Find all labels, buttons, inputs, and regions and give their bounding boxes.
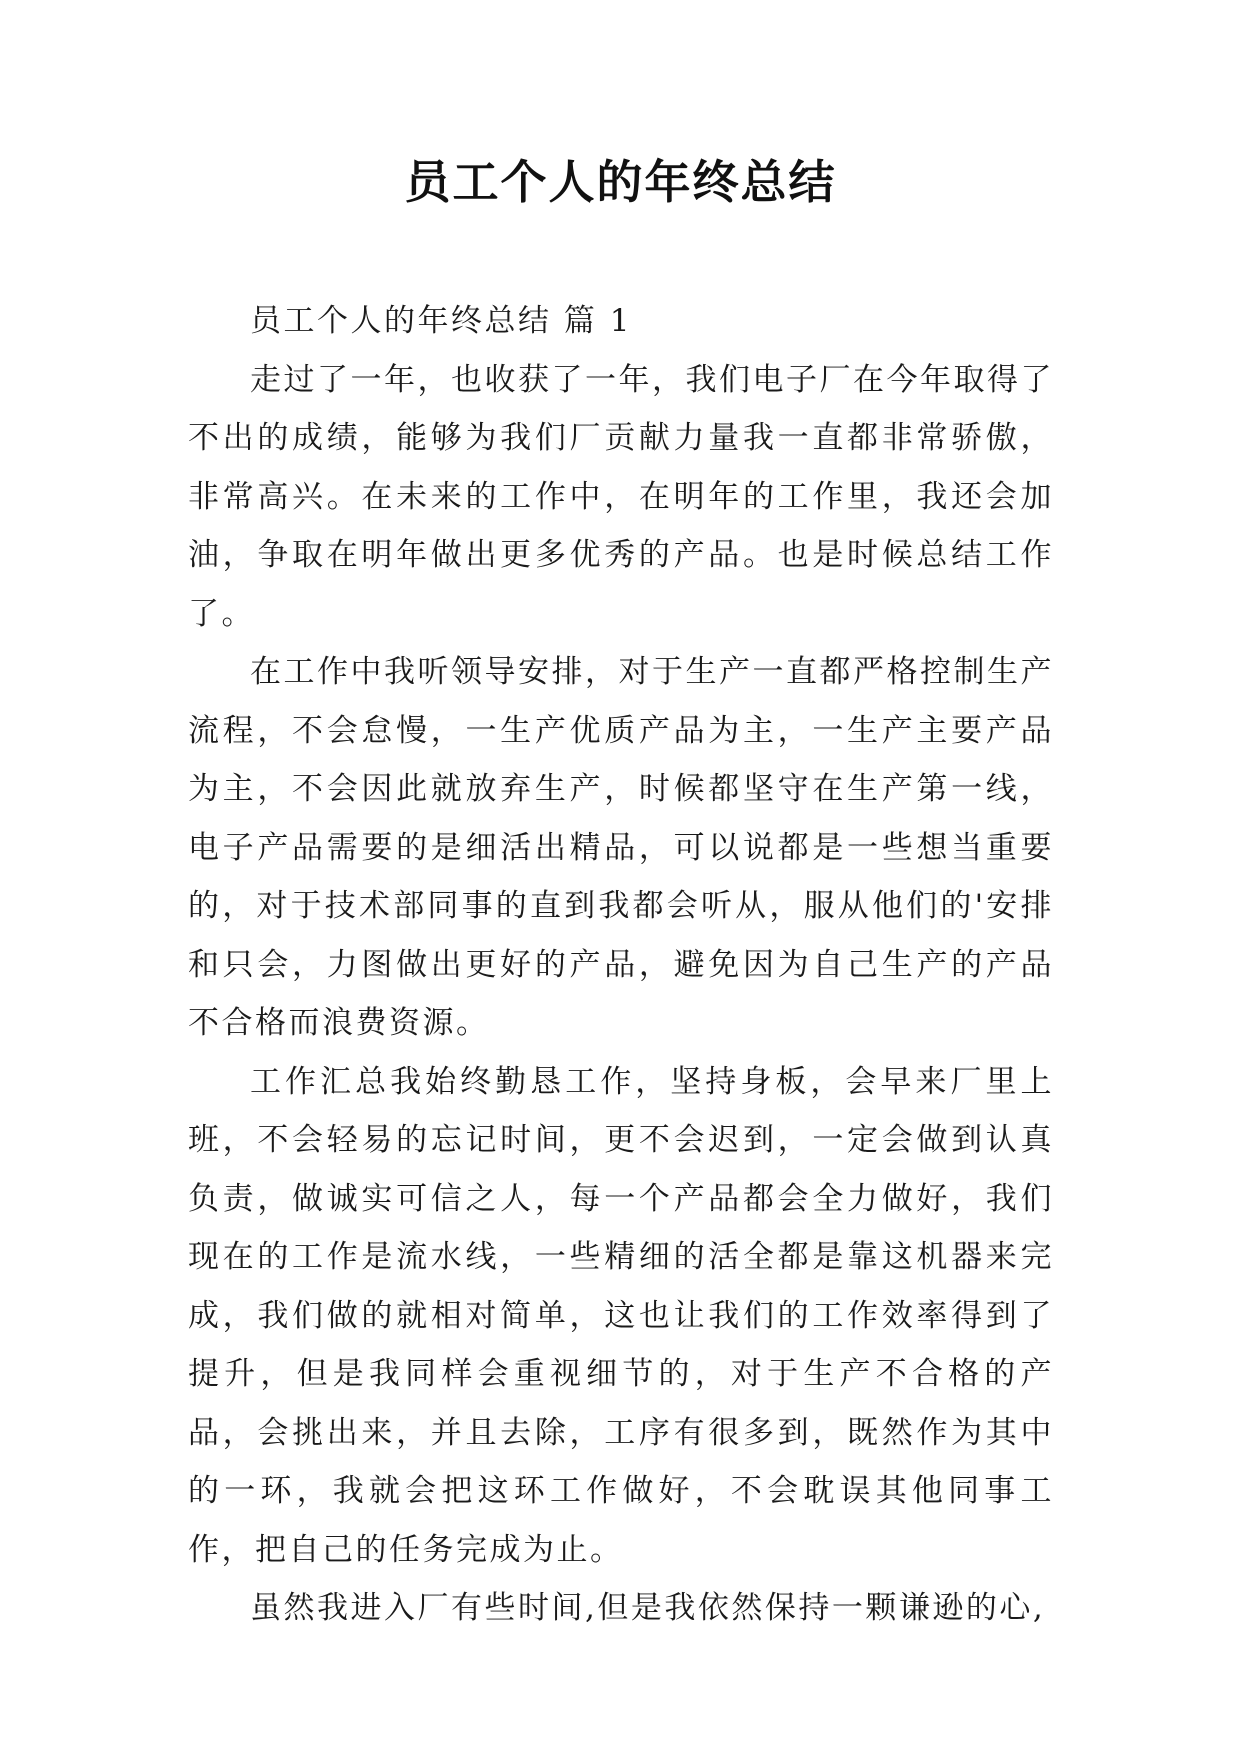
paragraph: 走过了一年，也收获了一年，我们电子厂在今年取得了不出的成绩，能够为我们厂贡献力量我一直都非常骄傲，非常高兴。在未来的工作中，在明年的工作里，我还会加油，争取在明年做出更多优秀的产品。也是时候总结工作了。 xyxy=(188,361,1054,632)
paragraph: 工作汇总我始终勤恳工作，坚持身板，会早来厂里上班，不会轻易的忘记时间，更不会迟到，一定会做到认真负责，做诚实可信之人，每一个产品都会全力做好，我们现在的工作是流水线，一些精细的活全都是靠这机器来完成，我们做的就相对简单，这也让我们的工作效率得到了提升，但是我同样会重视细节的，对于生产不合格的产品，会挑出来，并且去除，工序有很多到，既然作为其中的一环，我就会把这环工作做好，不会耽误其他同事工作，把自己的任务完成为止。 xyxy=(188,1063,1054,1568)
paragraph: 在工作中我听领导安排，对于生产一直都严格控制生产流程，不会怠慢，一生产优质产品为主，一生产主要产品为主，不会因此就放弃生产，时候都坚守在生产第一线，电子产品需要的是细活出精品，可以说都是一些想当重要的，对于技术部同事的直到我都会听从，服从他们的'安排和只会，力图做出更好的产品，避免因为自己生产的产品不合格而浪费资源。 xyxy=(188,654,1054,1041)
document-title: 员工个人的年终总结 xyxy=(404,155,837,209)
section-heading: 员工个人的年终总结 篇 1 xyxy=(250,303,632,339)
document-body xyxy=(188,292,1054,1638)
paragraph: 虽然我进入厂有些时间,但是我依然保持一颗谦逊的心, xyxy=(250,1590,1046,1626)
